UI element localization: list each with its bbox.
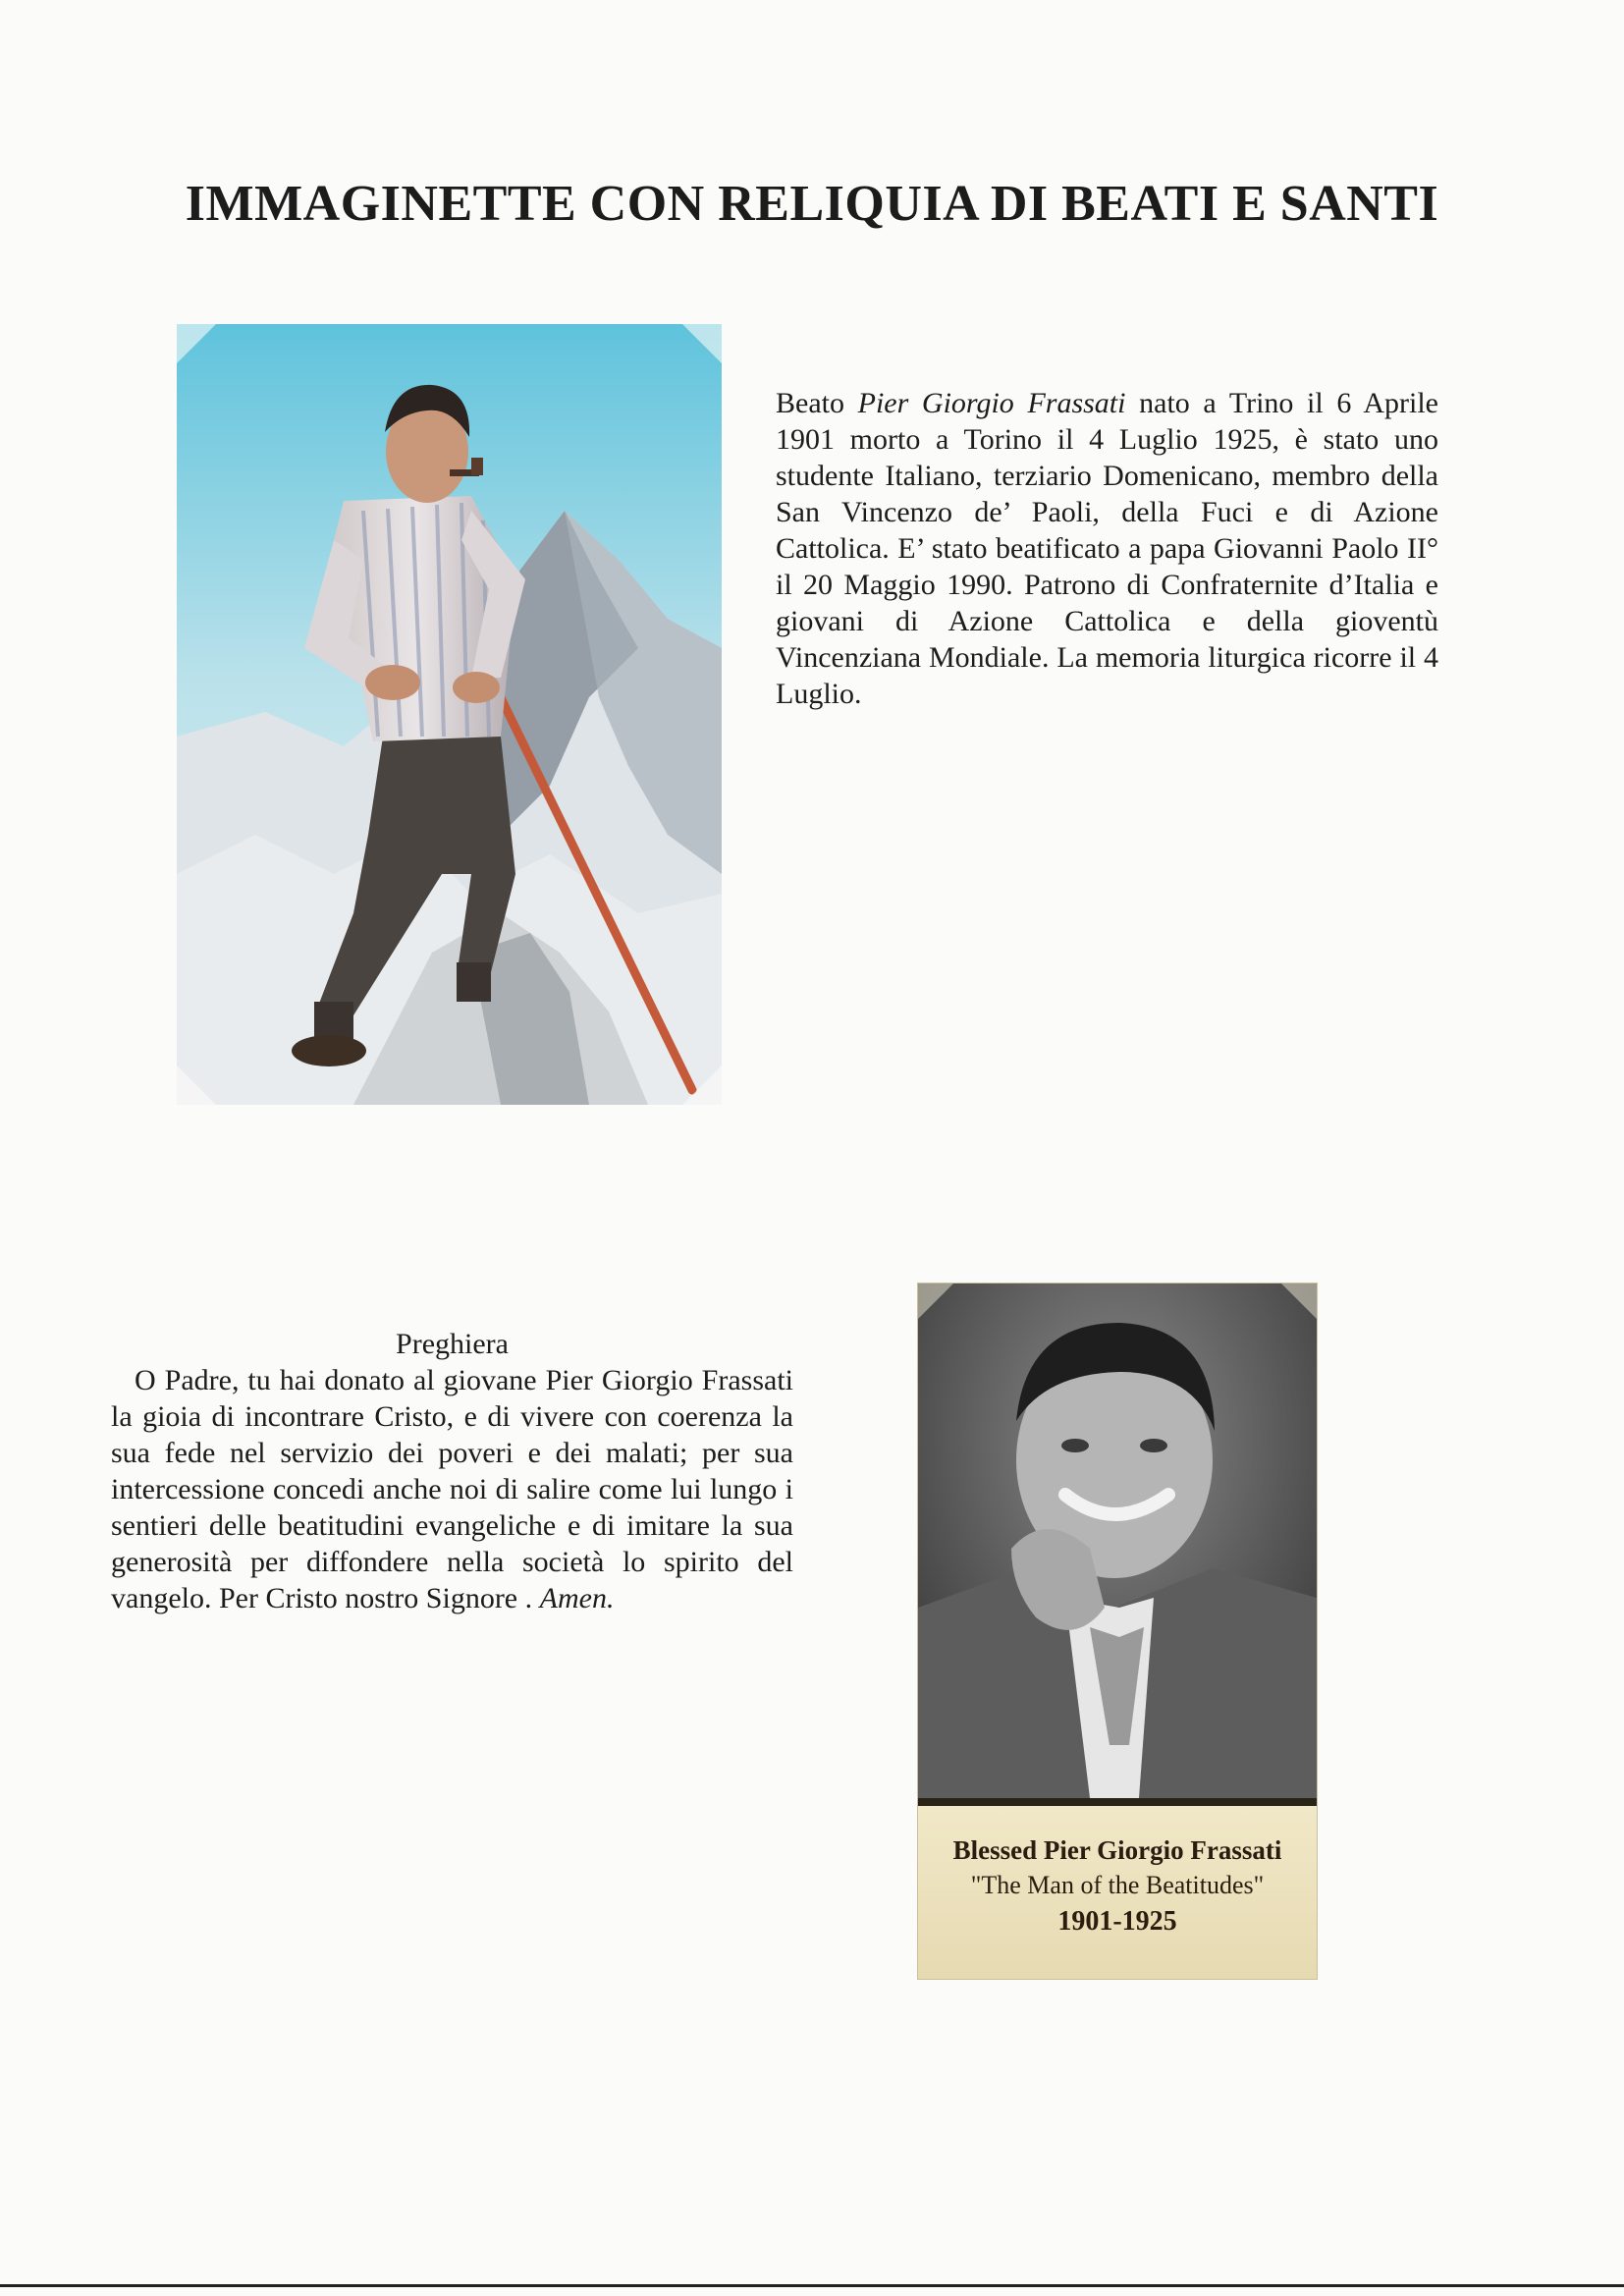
holy-card-portrait xyxy=(918,1284,1317,1979)
portrait-photo-illustration xyxy=(918,1284,1317,1798)
bio-name: Pier Giorgio Frassati xyxy=(857,387,1126,419)
card-caption xyxy=(918,1806,1317,1979)
bio-body: nato a Trino il 6 Aprile 1901 morto a Torino il 4 Luglio 1925, è stato uno studente Italiano, terziario Domenicano, membro della San Vincenzo de’ Paoli, della Fuci e di Azione Cattolica. E’ stato beatificato a papa Giovanni Paolo II° il 20 Maggio 1990. Patrono di Confraternite d’Italia e giovani di Azione Cattolica e della gioventù Vincenziana Mondiale. La memoria liturgica ricorre il 4 Luglio. xyxy=(776,387,1438,710)
prayer-amen: Amen. xyxy=(539,1582,615,1614)
prayer-title: Preghiera xyxy=(396,1328,509,1360)
caption-name: Blessed Pier Giorgio Frassati xyxy=(952,1835,1282,1865)
prayer-text xyxy=(111,1362,793,1616)
holy-card-mountain-photo xyxy=(177,324,722,1105)
bio-prefix: Beato xyxy=(776,387,858,419)
biography-text xyxy=(776,385,1438,712)
prayer-body: O Padre, tu hai donato al giovane Pier Giorgio Frassati la gioia di incontrare Cristo, e di vivere con coerenza la sua fede nel servizio dei poveri e dei malati; per sua intercessione concedi anche noi di salire come lui lungo i sentieri delle beatitudini evangeliche e di imitare la sua generosità per diffondere nella società lo spirito del vangelo. Per Cristo nostro Signore . xyxy=(111,1364,793,1614)
bottom-rule xyxy=(0,2284,1624,2287)
prayer-section xyxy=(111,1326,793,1616)
caption-years: 1901-1925 xyxy=(1057,1906,1177,1937)
caption-divider xyxy=(918,1798,1317,1806)
caption-subtitle: "The Man of the Beatitudes" xyxy=(970,1871,1265,1899)
page-title: IMMAGINETTE CON RELIQUIA DI BEATI E SANTI xyxy=(185,176,1439,232)
mountain-photo-illustration xyxy=(177,324,722,1105)
